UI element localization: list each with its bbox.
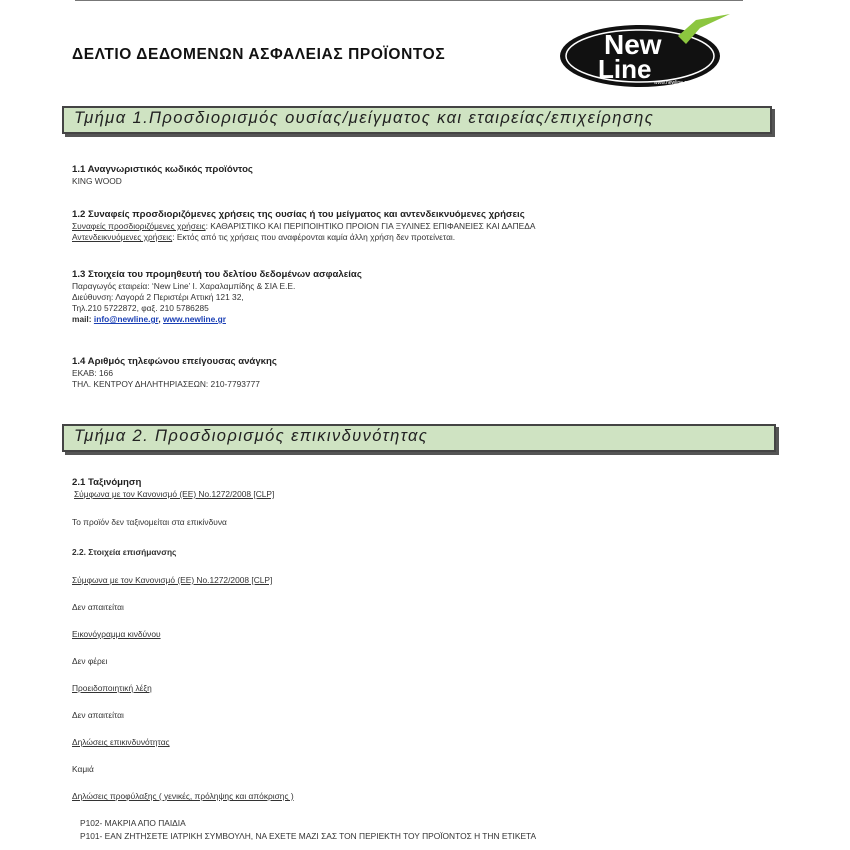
ekab-line: ΕΚΑΒ: 166 (72, 368, 113, 378)
contra-line (72, 232, 535, 243)
contra-value: : Εκτός από τις χρήσεις που αναφέρονται καμία άλλη χρήση δεν προτείνεται. (172, 232, 456, 242)
section-2-1 (72, 476, 274, 500)
mail-label: mail: (72, 314, 92, 324)
pictogram-label: Εικονόγραμμα κινδύνου (72, 629, 161, 639)
pictogram-value: Δεν φέρει (72, 656, 108, 666)
section-1-3 (72, 268, 362, 325)
s22-regulation: Σύμφωνα με τον Κανονισμό (ΕΕ) No.1272/2008 [CLP] (72, 575, 273, 585)
p101-statement: P101- ΕΑΝ ΖΗΤΗΣΕΤΕ ΙΑΤΡΙΚΗ ΣΥΜΒΟΥΛΗ, ΝΑ ΕΧΕΤΕ ΜΑΖΙ ΣΑΣ ΤΟΝ ΠΕΡΙΕΚΤΗ ΤΟΥ ΠΡΟΪΟΝΤΟΣ Η ΤΗΝ ΕΤΙΚΕΤΑ (80, 831, 537, 841)
s13-title: 1.3 Στοιχεία του προμηθευτή του δελτίου δεδομένων ασφαλείας (72, 269, 362, 280)
email-link[interactable]: info@newline.gr (93, 314, 159, 324)
producer-line: Παραγωγός εταιρεία: ‘New Line’ Ι. Χαραλαμπίδης & ΣΙΑ Ε.Ε. (72, 281, 296, 291)
section-1-title: Τμήμα 1.Προσδιορισμός ουσίας/μείγματος και εταιρείας/επιχείρησης (74, 109, 655, 127)
svg-text:New: New (604, 29, 662, 60)
section-2-title: Τμήμα 2. Προσδιορισμός επικινδυνότητας (74, 427, 429, 445)
product-code: KING WOOD (72, 176, 122, 186)
s12-title: 1.2 Συναφείς προσδιοριζόμενες χρήσεις της ουσίας ή του μείγματος και αντενδεικνυόμενες χρήσεις (72, 209, 525, 220)
address-line: Διεύθυνση: Λαγορά 2 Περιστέρι Αττική 121 32, (72, 292, 244, 302)
s21-title: 2.1 Ταξινόμηση (72, 477, 142, 488)
section-1-2 (72, 208, 535, 243)
signal-word-label: Προειδοποιητική λέξη (72, 683, 152, 693)
uses-value: : ΚΑΘΑΡΙΣΤΙΚΟ ΚΑΙ ΠΕΡΙΠΟΙΗΤΙΚΟ ΠΡΟΙΟΝ ΓΙΑ ΞΥΛΙΝΕΣ ΕΠΙΦΑΝΕΙΕΣ ΚΑΙ ΔΑΠΕΔΑ (205, 221, 536, 231)
s21-regulation: Σύμφωνα με τον Κανονισμό (ΕΕ) No.1272/2008 [CLP] (74, 489, 275, 499)
mail-line (72, 314, 362, 325)
s22-regulation-value: Δεν απαιτείται (72, 602, 124, 612)
phone-line: Τηλ.210 5722872, φαξ. 210 5786285 (72, 303, 209, 313)
precaution-statements-label: Δηλώσεις προφύλαξης ( γενικές, πρόληψης και απόκρισης ) (72, 791, 294, 801)
s11-title: 1.1 Αναγνωριστικός κωδικός προϊόντος (72, 164, 253, 175)
poison-center-line: ΤΗΛ. ΚΕΝΤΡΟΥ ΔΗΛΗΤΗΡΙΑΣΕΩΝ: 210-7793777 (72, 379, 260, 389)
section-1-header (62, 106, 772, 134)
s22-title: 2.2. Στοιχεία επισήμανσης (72, 547, 177, 557)
uses-label: Συναφείς προσδιοριζόμενες χρήσεις (72, 221, 206, 231)
new-line-logo (558, 14, 733, 90)
contra-label: Αντενδεικνυόμενες χρήσεις (72, 232, 173, 242)
section-1-1 (72, 163, 253, 187)
document-title: ΔΕΛΤΙΟ ΔΕΔΟΜΕΝΩΝ ΑΣΦΑΛΕΙΑΣ ΠΡΟΪΟΝΤΟΣ (72, 46, 446, 63)
svg-text:www.newline.gr: www.newline.gr (654, 80, 689, 86)
top-rule (75, 0, 743, 1)
website-link[interactable]: www.newline.gr (163, 314, 226, 324)
uses-line (72, 221, 535, 232)
p102-statement: P102- ΜΑΚΡΙΑ ΑΠΟ ΠΑΙΔΙΑ (80, 818, 186, 828)
hazard-statements-label: Δηλώσεις επικινδυνότητας (72, 737, 170, 747)
s21-text: Το προϊόν δεν ταξινομείται στα επικίνδυνα (72, 517, 227, 527)
hazard-statements-value: Καμιά (72, 764, 94, 774)
mail-separator: , (158, 314, 161, 324)
signal-word-value: Δεν απαιτείται (72, 710, 124, 720)
svg-text:Line: Line (598, 54, 652, 84)
section-2-header (62, 424, 776, 452)
s14-title: 1.4 Αριθμός τηλεφώνου επείγουσας ανάγκης (72, 356, 277, 367)
section-1-4 (72, 355, 277, 390)
